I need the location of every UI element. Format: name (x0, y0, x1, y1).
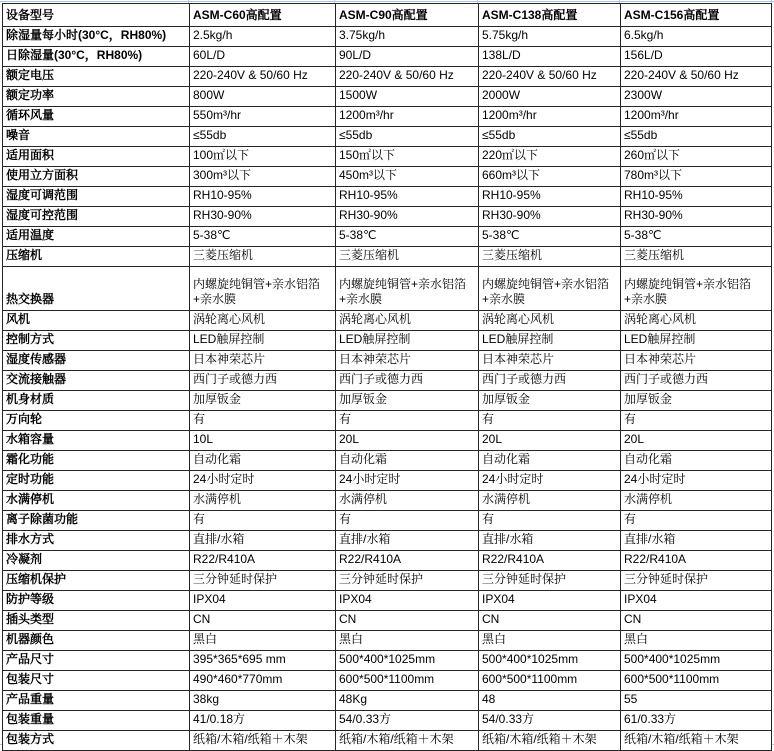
spec-value-cell[interactable]: 138L/D (479, 47, 621, 67)
spec-value-cell[interactable]: 三分钟延时保护 (190, 571, 336, 591)
spec-value-cell[interactable]: 24小时定时 (621, 471, 772, 491)
spec-value-cell[interactable]: 800W (190, 87, 336, 107)
spec-value-cell[interactable]: 黑白 (621, 631, 772, 651)
table-row (3, 531, 772, 551)
spec-label-cell[interactable]: 压缩机保护 (3, 571, 190, 591)
table-row (3, 331, 772, 351)
spec-value-cell[interactable]: 有 (479, 511, 621, 531)
table-row (3, 351, 772, 371)
spec-value-cell[interactable]: 1200m³/hr (479, 107, 621, 127)
spec-value-cell[interactable]: 24小时定时 (479, 471, 621, 491)
spec-label-cell[interactable]: 循环风量 (3, 107, 190, 127)
spec-value-cell[interactable]: 300m³以下 (190, 167, 336, 187)
spec-value-cell[interactable]: IPX04 (479, 591, 621, 611)
table-row (3, 371, 772, 391)
spec-value-cell[interactable]: 156L/D (621, 47, 772, 67)
spec-value-cell[interactable]: R22/R410A (190, 551, 336, 571)
spec-value-cell[interactable]: 自动化霜 (190, 451, 336, 471)
spec-value-cell[interactable]: 有 (190, 411, 336, 431)
header-model-cell[interactable]: ASM-C156高配置 (621, 4, 772, 27)
header-row (3, 4, 772, 27)
spec-value-cell[interactable]: 2.5kg/h (190, 27, 336, 47)
spec-label-cell[interactable]: 插头类型 (3, 611, 190, 631)
spec-label-cell[interactable]: 包装尺寸 (3, 671, 190, 691)
spec-label-cell[interactable]: 产品尺寸 (3, 651, 190, 671)
spec-value-cell[interactable]: LED触屏控制 (336, 331, 479, 351)
table-row (3, 511, 772, 531)
spec-label-cell[interactable]: 定时功能 (3, 471, 190, 491)
spec-value-cell[interactable]: 490*460*770mm (190, 671, 336, 691)
table-row (3, 311, 772, 331)
spec-value-cell[interactable]: 3.75kg/h (336, 27, 479, 47)
spec-label-cell[interactable]: 水箱容量 (3, 431, 190, 451)
spec-value-cell[interactable]: 41/0.18方 (190, 711, 336, 731)
spec-label-cell[interactable]: 包装重量 (3, 711, 190, 731)
spec-value-cell[interactable]: 55 (621, 691, 772, 711)
spec-value-cell[interactable]: 纸箱/木箱/纸箱＋木架 (479, 731, 621, 751)
spec-value-cell[interactable]: ≤55db (190, 127, 336, 147)
spec-label-cell[interactable]: 热交换器 (3, 267, 190, 311)
spec-label-cell[interactable]: 噪音 (3, 127, 190, 147)
spec-value-cell[interactable]: CN (479, 611, 621, 631)
table-row (3, 591, 772, 611)
spec-label-cell[interactable]: 适用面积 (3, 147, 190, 167)
spec-value-cell[interactable]: 500*400*1025mm (479, 651, 621, 671)
spec-value-cell[interactable]: 西门子或德力西 (479, 371, 621, 391)
spec-value-cell[interactable]: 日本神荣芯片 (479, 351, 621, 371)
table-row (3, 147, 772, 167)
table-row (3, 227, 772, 247)
spec-label-cell[interactable]: 产品重量 (3, 691, 190, 711)
spec-value-cell[interactable]: 加厚钣金 (190, 391, 336, 411)
spec-value-cell[interactable]: RH10-95% (479, 187, 621, 207)
spec-value-cell[interactable]: 100㎡以下 (190, 147, 336, 167)
spec-label-cell[interactable]: 防护等级 (3, 591, 190, 611)
spec-value-cell[interactable]: 纸箱/木箱/纸箱＋木架 (621, 731, 772, 751)
table-row (3, 451, 772, 471)
spec-label-cell[interactable]: 机身材质 (3, 391, 190, 411)
spec-value-cell[interactable]: 60L/D (190, 47, 336, 67)
spec-value-cell[interactable]: 日本神荣芯片 (190, 351, 336, 371)
spec-value-cell[interactable]: RH10-95% (621, 187, 772, 207)
spec-label-cell[interactable]: 霜化功能 (3, 451, 190, 471)
spec-value-cell[interactable]: 有 (479, 411, 621, 431)
spec-value-cell[interactable]: IPX04 (621, 591, 772, 611)
spec-value-cell[interactable]: 西门子或德力西 (336, 371, 479, 391)
header-model-cell[interactable]: ASM-C60高配置 (190, 4, 336, 27)
spec-value-cell[interactable]: 黑白 (190, 631, 336, 651)
table-row (3, 47, 772, 67)
table-row (3, 711, 772, 731)
spec-value-cell[interactable]: LED触屏控制 (190, 331, 336, 351)
table-row (3, 631, 772, 651)
spec-value-cell[interactable]: 395*365*695 mm (190, 651, 336, 671)
spec-value-cell[interactable]: 内螺旋纯铜管+亲水铝箔+亲水膜 (336, 267, 479, 311)
table-row (3, 167, 772, 187)
spec-label-cell[interactable]: 除湿量每小时(30°C，RH80%) (3, 27, 190, 47)
spec-value-cell[interactable]: 三分钟延时保护 (479, 571, 621, 591)
spec-value-cell[interactable]: 24小时定时 (190, 471, 336, 491)
table-row (3, 27, 772, 47)
spec-value-cell[interactable]: R22/R410A (621, 551, 772, 571)
spec-label-cell[interactable]: 适用温度 (3, 227, 190, 247)
spec-value-cell[interactable]: RH10-95% (336, 187, 479, 207)
spec-value-cell[interactable]: IPX04 (190, 591, 336, 611)
spec-value-cell[interactable]: IPX04 (336, 591, 479, 611)
spec-value-cell[interactable]: 有 (621, 511, 772, 531)
spec-value-cell[interactable]: 220-240V & 50/60 Hz (621, 67, 772, 87)
table-row (3, 107, 772, 127)
spec-value-cell[interactable]: LED触屏控制 (479, 331, 621, 351)
header-label-cell[interactable]: 设备型号 (3, 4, 190, 27)
spec-value-cell[interactable]: 直排/水箱 (190, 531, 336, 551)
spec-value-cell[interactable]: 20L (336, 431, 479, 451)
spec-value-cell[interactable]: 黑白 (479, 631, 621, 651)
spec-value-cell[interactable]: ≤55db (621, 127, 772, 147)
spec-value-cell[interactable]: RH30-90% (190, 207, 336, 227)
spec-label-cell[interactable]: 风机 (3, 311, 190, 331)
table-row (3, 411, 772, 431)
table-row (3, 471, 772, 491)
spec-value-cell[interactable]: 1500W (336, 87, 479, 107)
spec-value-cell[interactable]: 三分钟延时保护 (621, 571, 772, 591)
table-row (3, 551, 772, 571)
table-row (3, 127, 772, 147)
spec-value-cell[interactable]: 6.5kg/h (621, 27, 772, 47)
spec-value-cell[interactable]: 西门子或德力西 (621, 371, 772, 391)
spec-value-cell[interactable]: 内螺旋纯铜管+亲水铝箔+亲水膜 (190, 267, 336, 311)
spec-value-cell[interactable]: 水满停机 (336, 491, 479, 511)
spec-value-cell[interactable]: 直排/水箱 (336, 531, 479, 551)
spec-value-cell[interactable]: 600*500*1100mm (479, 671, 621, 691)
spec-value-cell[interactable]: 550m³/hr (190, 107, 336, 127)
spec-value-cell[interactable]: 5-38℃ (336, 227, 479, 247)
spec-value-cell[interactable]: RH30-90% (336, 207, 479, 227)
spec-label-cell[interactable]: 使用立方面积 (3, 167, 190, 187)
spec-value-cell[interactable]: 600*500*1100mm (336, 671, 479, 691)
spec-value-cell[interactable]: 220-240V & 50/60 Hz (190, 67, 336, 87)
spec-value-cell[interactable]: ≤55db (336, 127, 479, 147)
spec-label-cell[interactable]: 日除湿量(30°C，RH80%) (3, 47, 190, 67)
spec-value-cell[interactable]: 54/0.33方 (336, 711, 479, 731)
spec-value-cell[interactable]: 加厚钣金 (336, 391, 479, 411)
spec-value-cell[interactable]: 纸箱/木箱/纸箱＋木架 (336, 731, 479, 751)
spec-value-cell[interactable]: 涡轮离心风机 (336, 311, 479, 331)
spec-value-cell[interactable]: 直排/水箱 (479, 531, 621, 551)
spec-value-cell[interactable]: 黑白 (336, 631, 479, 651)
table-row (3, 691, 772, 711)
spec-value-cell[interactable]: 220-240V & 50/60 Hz (479, 67, 621, 87)
spec-value-cell[interactable]: 1200m³/hr (336, 107, 479, 127)
spec-label-cell[interactable]: 额定电压 (3, 67, 190, 87)
spec-value-cell[interactable]: CN (621, 611, 772, 631)
spec-value-cell[interactable]: 水满停机 (190, 491, 336, 511)
table-row (3, 491, 772, 511)
spec-label-cell[interactable]: 额定功率 (3, 87, 190, 107)
spec-label-cell[interactable]: 水满停机 (3, 491, 190, 511)
spec-value-cell[interactable]: 61/0.33方 (621, 711, 772, 731)
spec-value-cell[interactable]: 54/0.33方 (479, 711, 621, 731)
spec-value-cell[interactable]: 5-38℃ (479, 227, 621, 247)
spec-value-cell[interactable]: CN (336, 611, 479, 631)
table-row (3, 247, 772, 267)
spec-value-cell[interactable]: 20L (479, 431, 621, 451)
spec-value-cell[interactable]: 自动化霜 (621, 451, 772, 471)
spec-value-cell[interactable]: 水满停机 (621, 491, 772, 511)
spec-label-cell[interactable]: 包装方式 (3, 731, 190, 751)
spec-value-cell[interactable]: 加厚钣金 (621, 391, 772, 411)
spec-value-cell[interactable]: 24小时定时 (336, 471, 479, 491)
spec-value-cell[interactable]: 220㎡以下 (479, 147, 621, 167)
spec-value-cell[interactable]: 日本神荣芯片 (336, 351, 479, 371)
spec-value-cell[interactable]: 自动化霜 (479, 451, 621, 471)
table-row (3, 611, 772, 631)
table-row (3, 431, 772, 451)
spec-value-cell[interactable]: 48 (479, 691, 621, 711)
spec-label-cell[interactable]: 湿度可控范围 (3, 207, 190, 227)
spec-value-cell[interactable]: 780m³以下 (621, 167, 772, 187)
table-row (3, 671, 772, 691)
table-row (3, 207, 772, 227)
spec-label-cell[interactable]: 万向轮 (3, 411, 190, 431)
spec-label-cell[interactable]: 交流接触器 (3, 371, 190, 391)
spec-value-cell[interactable]: 5.75kg/h (479, 27, 621, 47)
spec-value-cell[interactable]: 600*500*1100mm (621, 671, 772, 691)
spec-value-cell[interactable]: 1200m³/hr (621, 107, 772, 127)
spec-value-cell[interactable]: 三菱压缩机 (621, 247, 772, 267)
table-row (3, 267, 772, 311)
spec-value-cell[interactable]: 纸箱/木箱/纸箱＋木架 (190, 731, 336, 751)
sheet-gridline-horizontal-top (0, 1, 774, 2)
spec-value-cell[interactable]: 涡轮离心风机 (479, 311, 621, 331)
spec-value-cell[interactable]: 20L (621, 431, 772, 451)
spec-value-cell[interactable]: RH30-90% (479, 207, 621, 227)
spec-value-cell[interactable]: 260㎡以下 (621, 147, 772, 167)
spec-value-cell[interactable]: 5-38℃ (190, 227, 336, 247)
spec-value-cell[interactable]: 三分钟延时保护 (336, 571, 479, 591)
table-row (3, 391, 772, 411)
spec-value-cell[interactable]: 2300W (621, 87, 772, 107)
table-row (3, 571, 772, 591)
spec-value-cell[interactable]: R22/R410A (479, 551, 621, 571)
spec-value-cell[interactable]: 5-38℃ (621, 227, 772, 247)
table-row (3, 67, 772, 87)
spec-table-body (3, 27, 772, 751)
spec-value-cell[interactable]: 有 (621, 411, 772, 431)
spec-value-cell[interactable]: 有 (190, 511, 336, 531)
spec-label-cell[interactable]: 排水方式 (3, 531, 190, 551)
spec-label-cell[interactable]: 机器颜色 (3, 631, 190, 651)
spec-value-cell[interactable]: 90L/D (336, 47, 479, 67)
spec-label-cell[interactable]: 湿度可调范围 (3, 187, 190, 207)
spec-value-cell[interactable]: RH10-95% (190, 187, 336, 207)
header-model-cell[interactable]: ASM-C90高配置 (336, 4, 479, 27)
spec-value-cell[interactable]: 西门子或德力西 (190, 371, 336, 391)
spec-label-cell[interactable]: 离子除菌功能 (3, 511, 190, 531)
table-row (3, 731, 772, 751)
spec-value-cell[interactable]: 三菱压缩机 (336, 247, 479, 267)
spec-value-cell[interactable]: 450m³以下 (336, 167, 479, 187)
spec-value-cell[interactable]: 2000W (479, 87, 621, 107)
spec-value-cell[interactable]: 38kg (190, 691, 336, 711)
spec-value-cell[interactable]: 220-240V & 50/60 Hz (336, 67, 479, 87)
spec-table (2, 3, 772, 751)
spec-value-cell[interactable]: 三菱压缩机 (190, 247, 336, 267)
table-row (3, 651, 772, 671)
spec-value-cell[interactable]: 内螺旋纯铜管+亲水铝箔+亲水膜 (621, 267, 772, 311)
table-row (3, 187, 772, 207)
spec-label-cell[interactable]: 湿度传感器 (3, 351, 190, 371)
spec-value-cell[interactable]: 内螺旋纯铜管+亲水铝箔+亲水膜 (479, 267, 621, 311)
spec-label-cell[interactable]: 压缩机 (3, 247, 190, 267)
spec-value-cell[interactable]: 500*400*1025mm (336, 651, 479, 671)
spec-value-cell[interactable]: 660m³以下 (479, 167, 621, 187)
spec-value-cell[interactable]: R22/R410A (336, 551, 479, 571)
spec-value-cell[interactable]: 三菱压缩机 (479, 247, 621, 267)
table-row (3, 87, 772, 107)
spec-value-cell[interactable]: 有 (336, 511, 479, 531)
spec-value-cell[interactable]: 有 (336, 411, 479, 431)
spec-value-cell[interactable]: 48Kg (336, 691, 479, 711)
spec-value-cell[interactable]: LED触屏控制 (621, 331, 772, 351)
spec-value-cell[interactable]: CN (190, 611, 336, 631)
spec-value-cell[interactable]: 500*400*1025mm (621, 651, 772, 671)
spec-label-cell[interactable]: 控制方式 (3, 331, 190, 351)
spec-value-cell[interactable]: 10L (190, 431, 336, 451)
spec-label-cell[interactable]: 冷凝剂 (3, 551, 190, 571)
header-model-cell[interactable]: ASM-C138高配置 (479, 4, 621, 27)
spec-value-cell[interactable]: 直排/水箱 (621, 531, 772, 551)
spec-value-cell[interactable]: 水满停机 (479, 491, 621, 511)
spec-value-cell[interactable]: 涡轮离心风机 (621, 311, 772, 331)
spec-value-cell[interactable]: ≤55db (479, 127, 621, 147)
spec-value-cell[interactable]: 150㎡以下 (336, 147, 479, 167)
spec-value-cell[interactable]: 加厚钣金 (479, 391, 621, 411)
spec-value-cell[interactable]: RH30-90% (621, 207, 772, 227)
spec-value-cell[interactable]: 涡轮离心风机 (190, 311, 336, 331)
spec-value-cell[interactable]: 自动化霜 (336, 451, 479, 471)
spec-value-cell[interactable]: 日本神荣芯片 (621, 351, 772, 371)
